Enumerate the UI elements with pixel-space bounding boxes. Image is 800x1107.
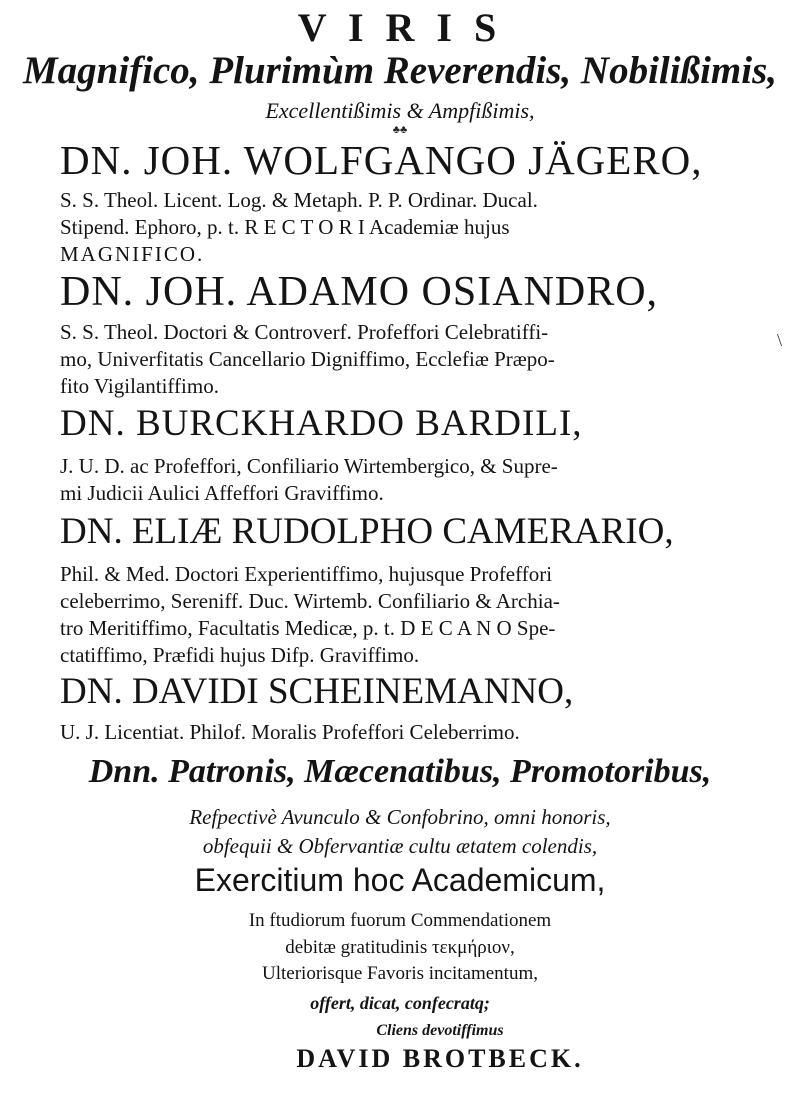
person-line: Stipend. Ephoro, p. t. R E C T O R I Academiæ hujus [60,215,510,239]
exercitium-line: Exercitium hoc Academicum, [194,862,606,898]
person-line: J. U. D. ac Profeffori, Confiliario Wirtembergico, & Supre- [60,454,558,478]
salutation-subline: Excellentißimis & Ampfißimis, [265,98,535,123]
cliens-line: Cliens devotiffimus [376,1022,504,1039]
author-name: DAVID BROTBECK. [296,1044,584,1073]
person-name-camerario: DN. ELIÆ RUDOLPHO CAMERARIO, [60,511,674,552]
offert-line: offert, dicat, confecratq; [310,993,490,1013]
person-line: S. S. Theol. Licent. Log. & Metaph. P. P. Ordinar. Ducal. [60,188,538,212]
salutation-line: Magnifico, Plurimùm Reverendis, Nobilißimis, [22,49,778,92]
person-line: mi Judicii Aulici Affeffori Graviffimo. [60,481,384,505]
person-name-bardili: DN. BURCKHARDO BARDILI, [60,403,583,444]
dedication-line: obfequii & Obfervantiæ cultu ætatem colendis, [202,834,598,858]
margin-mark: \ [776,330,782,350]
person-line: celeberrimo, Sereniff. Duc. Wirtemb. Confiliario & Archia- [60,589,560,613]
person-line: tro Meritiffimo, Facultatis Medicæ, p. t. D E C A N O Spe- [60,616,556,640]
person-name-jagero: DN. JOH. WOLFGANGO JÄGERO, [60,137,703,183]
dedication-line: debitæ gratitudinis τεκμήριον, [285,937,515,958]
dedication-line: In ftudiorum fuorum Commendationem [248,910,552,931]
header-viris: V I R I S [297,5,503,50]
person-line: mo, Univerfitatis Cancellario Digniffimo, Ecclefiæ Præpo- [60,347,555,371]
patrons-line: Dnn. Patronis, Mæcenatibus, Promotoribus, [88,753,712,790]
dedication-line: Refpectivè Avunculo & Confobrino, omni honoris, [189,805,611,829]
person-name-scheinemanno: DN. DAVIDI SCHEINEMANNO, [60,671,574,712]
person-name-osiandro: DN. JOH. ADAMO OSIANDRO, [60,269,659,315]
dedication-line: Ulteriorisque Favoris incitamentum, [262,963,538,984]
person-line: S. S. Theol. Doctori & Controverf. Profeffori Celebratiffi- [60,320,549,344]
person-line: U. J. Licentiat. Philof. Moralis Profeffori Celeberrimo. [60,720,520,744]
person-line: MAGNIFICO. [60,242,205,266]
person-line: ctatiffimo, Præfidi hujus Difp. Graviffimo. [60,643,420,667]
ornament-glyph: ♣♣ [392,124,408,136]
person-line: fito Vigilantiffimo. [60,374,219,398]
person-line: Phil. & Med. Doctori Experientiffimo, hujusque Profeffori [60,562,553,586]
